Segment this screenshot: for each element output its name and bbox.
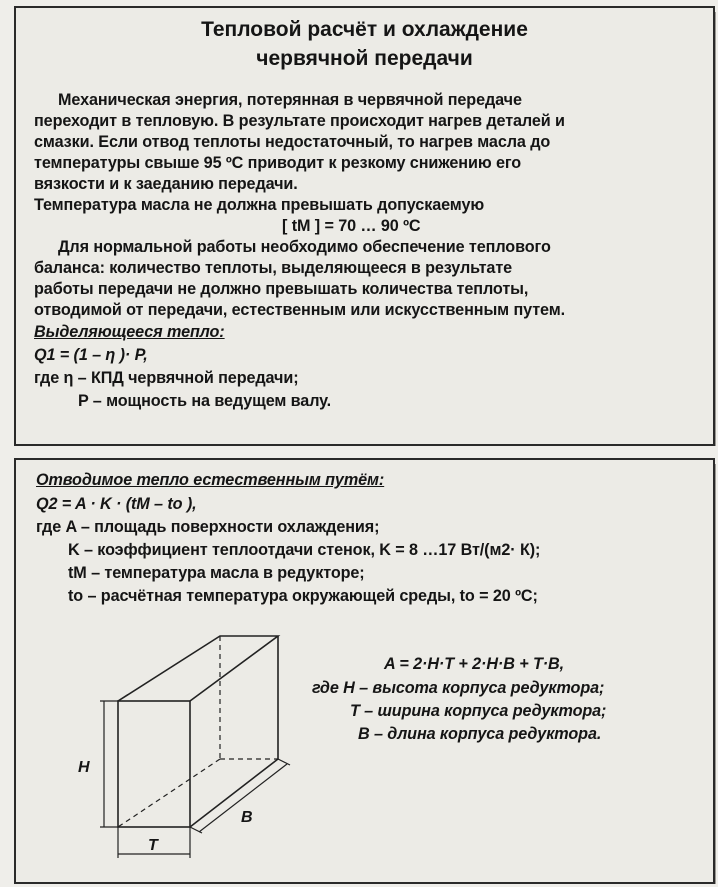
q2-formula: Q2 = A · K · (tМ – to ), <box>36 495 197 513</box>
q1-where-power: P – мощность на ведущем валу. <box>78 392 332 410</box>
heat-heading: Выделяющееся тепло: <box>34 323 225 341</box>
page-title-line2: червячной передачи <box>256 47 473 70</box>
temp-intro: Температура масла не должна превышать допускаемую <box>34 196 485 214</box>
heat-generation-panel <box>14 6 715 446</box>
para1-line5: вязкости и к заеданию передачи. <box>34 175 298 193</box>
para2-line3: работы передачи не должно превышать количества теплоты, <box>34 280 529 298</box>
para2-line4: отводимой от передачи, естественным или искусственным путем. <box>34 301 566 319</box>
area-def-height: где H – высота корпуса редуктора; <box>312 679 605 697</box>
def-coefficient: K – коэффициент теплоотдачи стенок, K = 8 …17 Вт/(м2· К); <box>68 541 541 559</box>
para2-line2: баланса: количество теплоты, выделяющееся в результате <box>34 259 513 277</box>
label-width: T <box>148 837 158 854</box>
side-face <box>190 636 278 827</box>
temp-limit: [ tМ ] = 70 … 90 ºС <box>282 217 421 235</box>
para1-line4: температуры свыше 95 ºС приводит к резкому снижению его <box>34 154 522 172</box>
hidden-edges <box>118 636 278 827</box>
heat-dissipation-panel <box>14 458 715 884</box>
q1-formula: Q1 = (1 – η )· P, <box>34 346 148 364</box>
para1-line1: Механическая энергия, потерянная в червячной передаче <box>58 91 522 109</box>
page-title-line1: Тепловой расчёт и охлаждение <box>201 18 528 41</box>
dimension-lines <box>100 701 290 858</box>
para1-line2: переходит в тепловую. В результате происходит нагрев деталей и <box>34 112 565 130</box>
area-formula: A = 2·H·T + 2·H·B + T·B, <box>384 655 565 673</box>
dissipation-heading: Отводимое тепло естественным путём: <box>36 471 385 489</box>
def-ambient-temp: to – расчётная температура окружающей среды, to = 20 ºС; <box>68 587 538 605</box>
q1-where-efficiency: где η – КПД червячной передачи; <box>34 369 299 387</box>
label-length: B <box>241 809 253 826</box>
def-oil-temp: tМ – температура масла в редукторе; <box>68 564 365 582</box>
area-def-width: T – ширина корпуса редуктора; <box>350 702 607 720</box>
top-face <box>118 636 278 701</box>
para1-line3: смазки. Если отвод теплоты недостаточный, то нагрев масла до <box>34 133 551 151</box>
front-face <box>118 701 190 827</box>
gearbox-housing-diagram <box>16 460 713 882</box>
area-def-length: B – длина корпуса редуктора. <box>358 725 602 743</box>
label-height: H <box>78 759 90 776</box>
para2-line1: Для нормальной работы необходимо обеспечение теплового <box>58 238 551 256</box>
def-area: где A – площадь поверхности охлаждения; <box>36 518 380 536</box>
